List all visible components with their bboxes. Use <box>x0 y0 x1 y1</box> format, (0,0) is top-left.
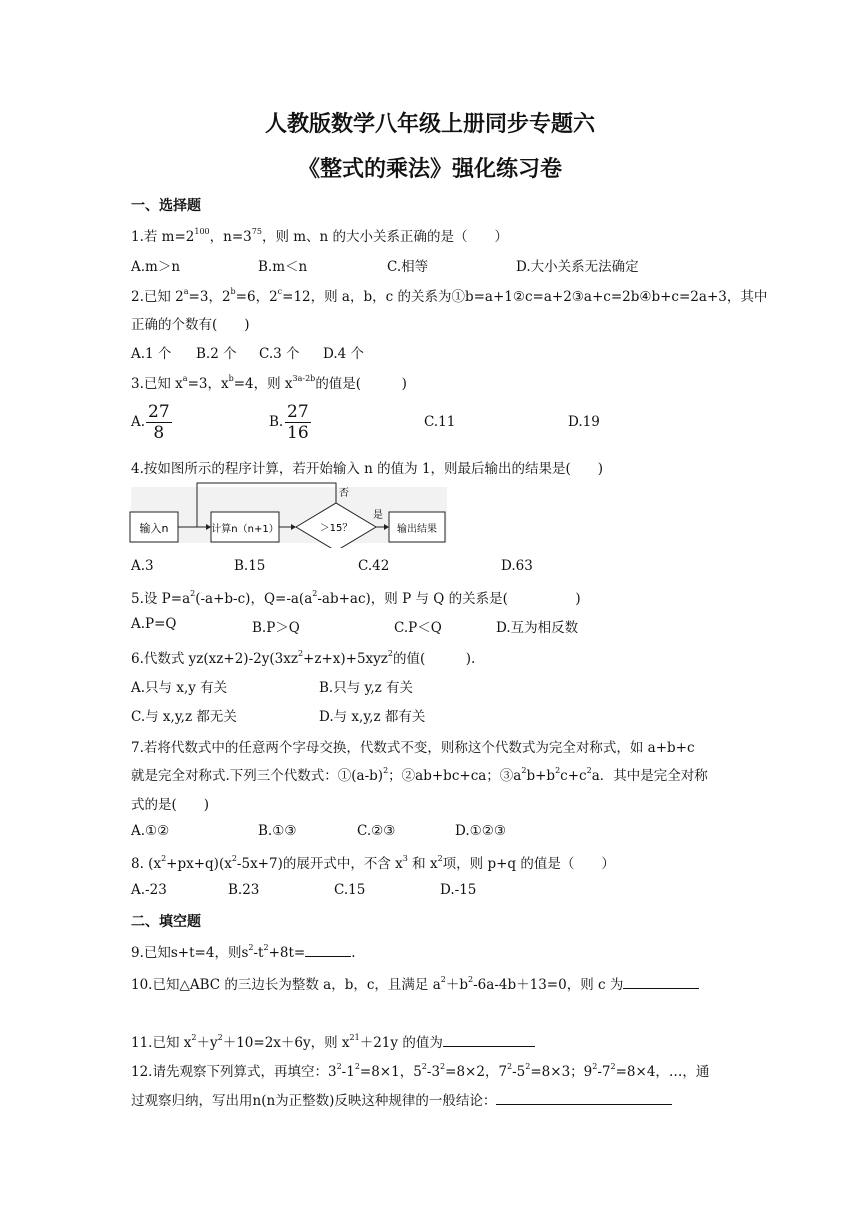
question-4-options <box>131 558 751 578</box>
question-4: 4.按如图所示的程序计算，若开始输入 n 的值为 1，则最后输出的结果是( ) <box>131 461 604 477</box>
option-b[interactable]: B.23 <box>228 882 260 898</box>
option-d[interactable]: D.大小关系无法确定 <box>516 259 639 275</box>
question-7-options <box>131 823 751 843</box>
option-a-label[interactable]: A. <box>131 414 146 430</box>
option-c[interactable]: C.相等 <box>387 259 429 275</box>
fraction-a: $\frac{27}{8}$ <box>148 402 170 443</box>
answer-blank-10[interactable] <box>623 976 699 989</box>
flowchart-arrowhead-yes <box>384 524 389 530</box>
question-8: 8. $(x^2+px+q)(x^2-5x+7)$的展开式中，不含 $x^3$ 和 $x^2$项，则 p+q 的值是（ ） <box>131 854 615 872</box>
option-c[interactable]: C.42 <box>358 558 390 574</box>
option-c[interactable]: C.与 x,y,z 都无关 <box>131 709 237 725</box>
question-1: 1.若 $m=2^{100}$，$n=3^{75}$，则 m、n 的大小关系正确的是（ ） <box>131 227 509 245</box>
option-d[interactable]: D.19 <box>568 414 600 430</box>
answer-blank-9[interactable] <box>305 944 351 957</box>
question-2: 2.已知 $2^a=3$，$2^b=6$，$2^c=12$，则 a，b，c 的关系为①b=a+1②c=a+2③a+c=2b④b+c=2a+3，其中 <box>131 287 768 305</box>
option-b[interactable]: B.2 个 <box>196 346 237 362</box>
flowchart-decision-label: ＞15？ <box>319 523 353 534</box>
option-d[interactable]: D.63 <box>501 558 533 574</box>
option-a[interactable]: A.-23 <box>131 882 167 898</box>
option-a[interactable]: A.3 <box>131 558 154 574</box>
question-3-options <box>131 414 751 434</box>
section-multiple-choice: 一、选择题 <box>131 198 201 214</box>
option-a[interactable]: A.m＞n <box>131 259 181 275</box>
question-2-line2: 正确的个数有( ) <box>131 317 250 333</box>
option-c[interactable]: C.3 个 <box>259 346 300 362</box>
question-3: 3.已知 $x^a=3$，$x^b=4$，则 $x^{3a-2b}$的值是( ) <box>131 374 407 392</box>
question-7-line2: 就是完全对称式.下列三个代数式：$①(a-b)^2$；②ab+bc+ca；$③a^2b+b^2c+c^2a$．其中是完全对称 <box>131 766 708 784</box>
option-d[interactable]: D.互为相反数 <box>496 620 579 636</box>
question-8-options <box>131 882 751 902</box>
option-d[interactable]: D.-15 <box>440 882 477 898</box>
option-c[interactable]: C.11 <box>424 414 456 430</box>
option-a[interactable]: A.1 个 <box>131 346 172 362</box>
question-6-options-row2 <box>131 705 751 725</box>
option-b[interactable]: B.①③ <box>258 823 297 839</box>
flowchart-arrowhead-1 <box>206 524 211 530</box>
question-7-line3: 式的是( ) <box>131 797 210 813</box>
question-6: 6.代数式 $yz(xz+2)-2y(3xz^2+z+x)+5xyz^2$的值( ). <box>131 649 476 667</box>
flowchart-input-label: 输入n <box>139 522 169 535</box>
option-a[interactable]: A.①② <box>131 823 170 839</box>
question-10: 10.已知△ABC 的三边长为整数 a，b，c，且满足 $a^2+b^2-6a-4b+13=0$，则 c 为 <box>131 973 699 993</box>
question-6-options-row1 <box>131 676 751 696</box>
question-1-options <box>131 255 751 275</box>
option-b[interactable]: B.P＞Q <box>252 620 300 636</box>
answer-blank-12[interactable] <box>496 1092 672 1105</box>
flowchart <box>125 476 455 548</box>
flowchart-output-label: 输出结果 <box>397 524 437 535</box>
question-12: 12.请先观察下列算式，再填空：$3^2-1^2=8\times 1$，$5^2-3^2=8\times 2$，$7^2-5^2=8\times 3$；$9^2-7^2=8\times 4$，…，通 <box>131 1062 710 1080</box>
answer-blank-11[interactable] <box>443 1034 535 1047</box>
flowchart-calc-label: 计算n（n+1） <box>211 524 279 535</box>
option-b[interactable]: B.m＜n <box>258 259 308 275</box>
question-5: 5.设 $P=a^2(-a+b-c)$，$Q=-a(a^2-ab+ac)$，则 P 与 Q 的关系是( ) <box>131 589 581 607</box>
question-12-line2: 过观察归纳，写出用n(n为正整数)反映这种规律的一般结论： <box>131 1089 672 1109</box>
option-b[interactable]: B.只与 y,z 有关 <box>319 680 414 696</box>
worksheet-title: 人教版数学八年级上册同步专题六 <box>264 112 595 137</box>
question-2-options <box>131 342 751 362</box>
option-d[interactable]: D.与 x,y,z 都有关 <box>319 709 426 725</box>
option-c[interactable]: C.②③ <box>357 823 396 839</box>
option-d[interactable]: D.①②③ <box>455 823 506 839</box>
flowchart-no-label: 否 <box>339 488 349 499</box>
option-c[interactable]: C.15 <box>334 882 366 898</box>
option-d[interactable]: D.4 个 <box>323 346 365 362</box>
option-a[interactable]: A.P=Q <box>131 616 177 632</box>
flowchart-yes-label: 是 <box>373 510 383 521</box>
fraction-b: $\frac{27}{16}$ <box>287 402 309 443</box>
question-7: 7.若将代数式中的任意两个字母交换，代数式不变，则称这个代数式为完全对称式，如 a+b+c <box>131 740 695 756</box>
question-5-options <box>131 616 751 636</box>
question-9: 9.已知s+t=4，则$s^2-t^2+8t=$ . <box>131 943 356 961</box>
option-b[interactable]: B.15 <box>234 558 266 574</box>
worksheet-subtitle: 《整式的乘法》强化练习卷 <box>297 157 562 182</box>
option-a[interactable]: A.只与 x,y 有关 <box>131 680 228 696</box>
question-11: 11.已知 $x^2+y^2+10=2x+6y$，则 $x^{21}+21y$ 的值为 <box>131 1031 535 1051</box>
option-b-label[interactable]: B. <box>269 414 284 430</box>
section-fill-in: 二、填空题 <box>131 914 201 930</box>
option-c[interactable]: C.P＜Q <box>394 620 442 636</box>
